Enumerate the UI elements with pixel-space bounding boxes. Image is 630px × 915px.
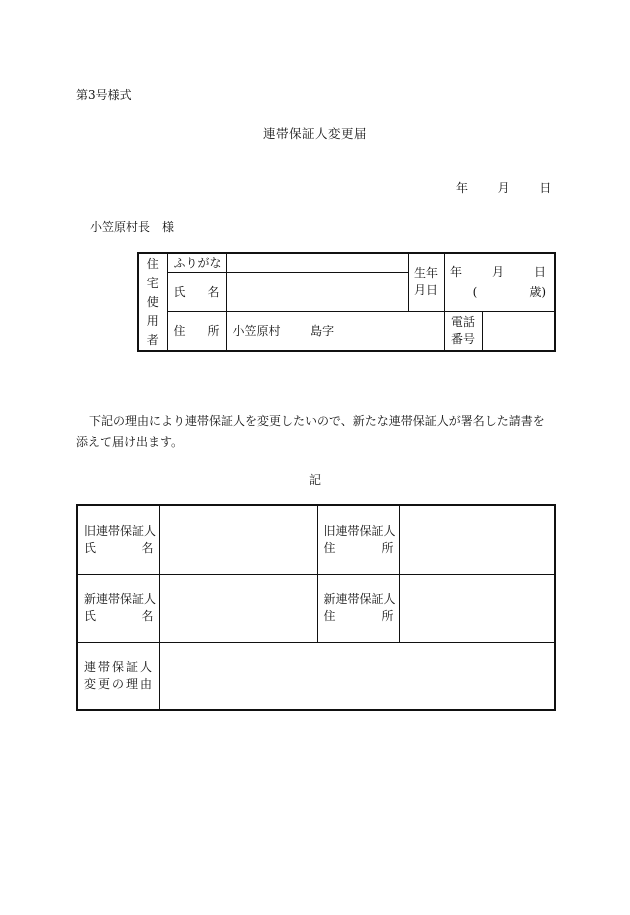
old-guarantor-address-label: 旧連帯保証人 住 所 xyxy=(317,505,399,574)
phone-label: 電話 番号 xyxy=(444,311,482,351)
form-number: 第3号様式 xyxy=(76,88,132,102)
birth-month-label: 月 xyxy=(491,265,504,280)
page-title: 連帯保証人変更届 xyxy=(262,126,367,141)
addressee: 小笠原村長 様 xyxy=(90,220,175,234)
name-field[interactable] xyxy=(226,272,408,311)
occupant-table xyxy=(137,252,556,352)
old-guarantor-name-label: 旧連帯保証人 氏 名 xyxy=(77,505,159,574)
change-reason-field[interactable] xyxy=(159,642,555,710)
guarantor-table xyxy=(76,504,556,711)
name-label: 氏 名 xyxy=(167,272,226,311)
submission-date xyxy=(456,179,551,196)
furigana-field[interactable] xyxy=(226,253,408,272)
address-area: 島字 xyxy=(310,324,335,339)
address-field[interactable] xyxy=(226,311,444,351)
ki-heading: 記 xyxy=(308,473,321,487)
occupant-label: 住 宅 使 用 者 xyxy=(138,253,167,351)
new-guarantor-name-field[interactable] xyxy=(159,574,317,642)
phone-field[interactable] xyxy=(482,311,555,351)
new-guarantor-address-label: 新連帯保証人 住 所 xyxy=(317,574,399,642)
old-guarantor-name-field[interactable] xyxy=(159,505,317,574)
age-open-paren: ( xyxy=(472,285,478,300)
new-guarantor-name-label: 新連帯保証人 氏 名 xyxy=(77,574,159,642)
age-label: 歳) xyxy=(529,285,546,300)
furigana-label: ふりがな xyxy=(167,253,226,272)
birth-date-field[interactable] xyxy=(444,253,555,311)
birth-day-label: 日 xyxy=(533,265,546,280)
address-label: 住 所 xyxy=(167,311,226,351)
address-village: 小笠原村 xyxy=(232,324,281,339)
change-reason-label: 連帯保証人 変更の理由 xyxy=(77,642,159,710)
birth-year-label: 年 xyxy=(449,265,462,280)
date-year-label: 年 xyxy=(456,181,469,195)
old-guarantor-address-field[interactable] xyxy=(399,505,555,574)
date-month-label: 月 xyxy=(497,181,510,195)
new-guarantor-address-field[interactable] xyxy=(399,574,555,642)
date-day-label: 日 xyxy=(539,181,552,195)
birth-label: 生年 月日 xyxy=(408,253,444,311)
body-text: 下記の理由により連帯保証人を変更したいので、新たな連帯保証人が署名した請書を添えて届け出ます。 xyxy=(76,414,545,449)
